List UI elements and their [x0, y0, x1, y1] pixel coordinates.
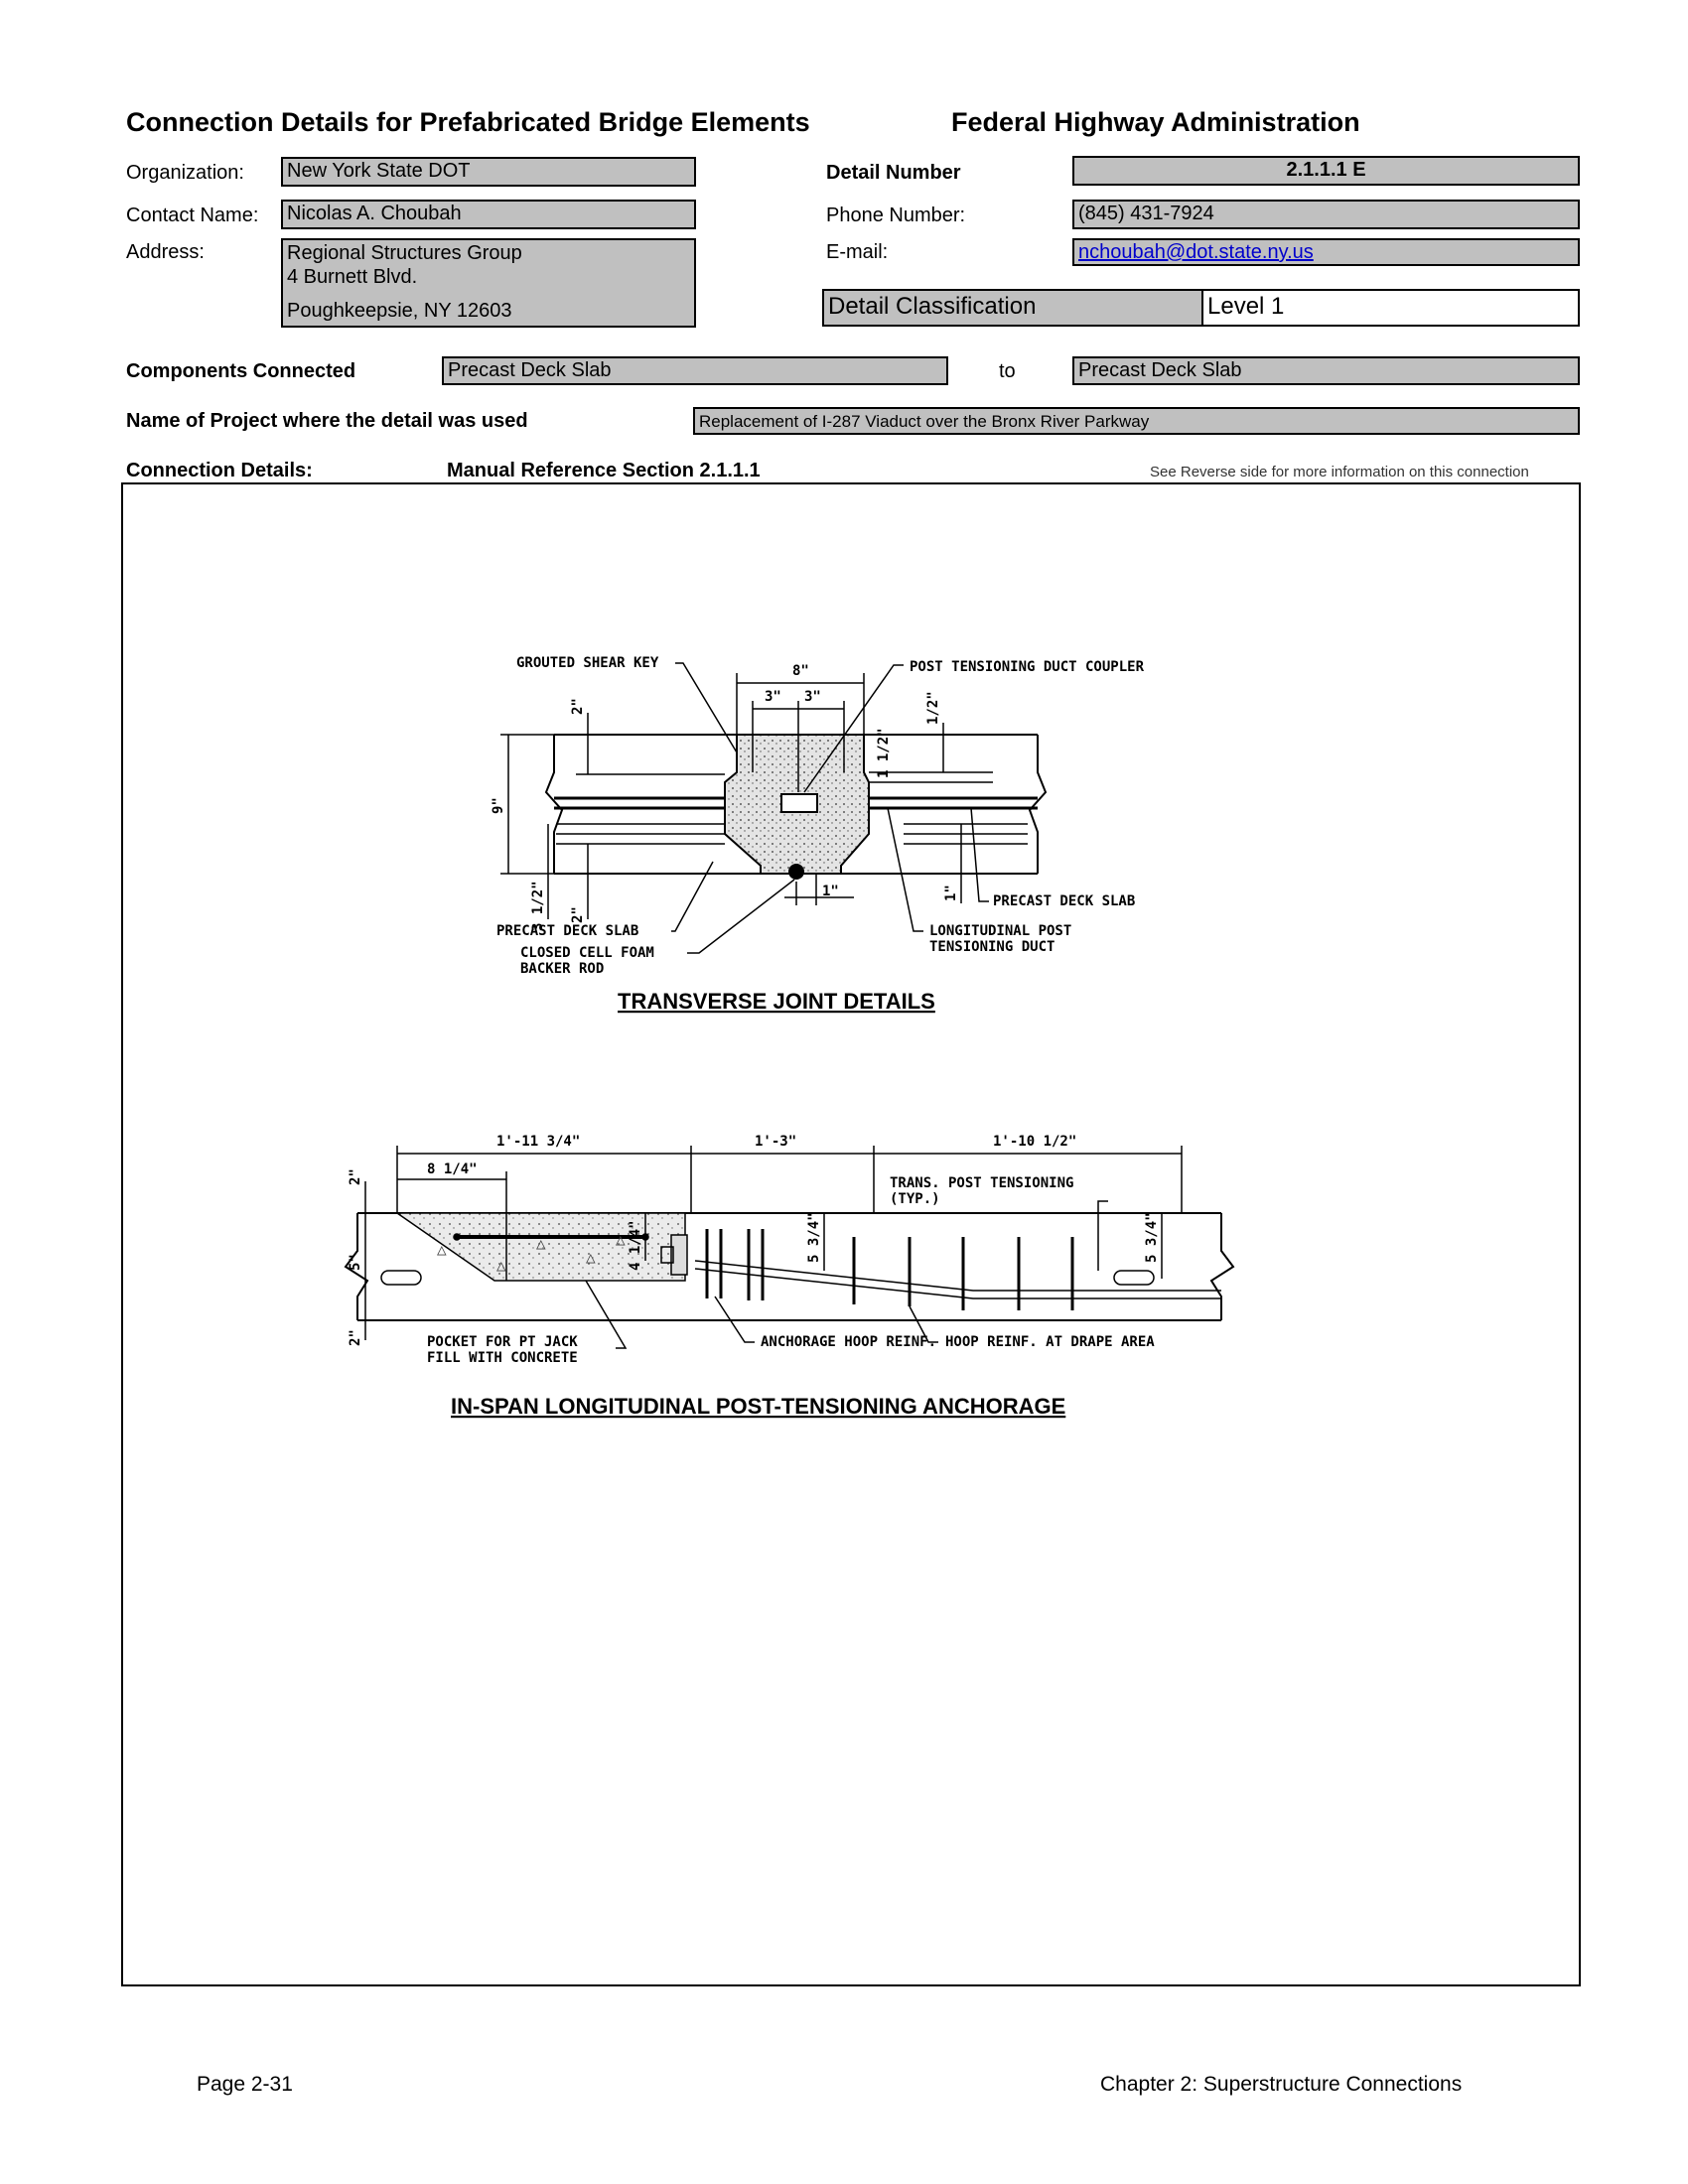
email-link[interactable]: nchoubah@dot.state.ny.us — [1078, 241, 1314, 263]
contact-label: Contact Name: — [126, 205, 259, 226]
organization-field: New York State DOT — [281, 157, 696, 187]
phone-label: Phone Number: — [826, 205, 966, 226]
svg-text:△: △ — [536, 1234, 546, 1253]
foam-label-line1: CLOSED CELL FOAM — [520, 945, 654, 961]
chapter-name: Chapter 2: Superstructure Connections — [1100, 2073, 1463, 2096]
address-line: 4 Burnett Blvd. — [287, 266, 418, 288]
email-field — [1072, 238, 1580, 266]
email-label: E-mail: — [826, 241, 889, 263]
precast-slab-right-label: PRECAST DECK SLAB — [993, 893, 1136, 909]
components-label: Components Connected — [126, 360, 356, 382]
svg-text:△: △ — [616, 1230, 626, 1249]
dim-4-1-4: 4 1/4" — [628, 1220, 643, 1271]
dim-1-11-3-4: 1'-11 3/4" — [496, 1134, 581, 1150]
connection-details-label: Connection Details: — [126, 460, 313, 481]
address-line: Poughkeepsie, NY 12603 — [287, 300, 512, 322]
inspan-anchorage-title: IN-SPAN LONGITUDINAL POST-TENSIONING ANCHORAGE — [451, 1394, 1066, 1419]
dim-2-top: 2" — [348, 1168, 363, 1185]
address-label: Address: — [126, 241, 205, 263]
dim-5-3-4-b: 5 3/4" — [1144, 1212, 1160, 1263]
anchorage-hoop-label: ANCHORAGE HOOP REINF. — [761, 1334, 937, 1350]
component-from-field: Precast Deck Slab — [442, 356, 948, 385]
dim-5: 5" — [348, 1254, 363, 1271]
precast-slab-left-label: PRECAST DECK SLAB — [496, 923, 639, 939]
duct-label-line1: LONGITUDINAL POST — [929, 923, 1072, 939]
grouted-shear-key-label: GROUTED SHEAR KEY — [516, 655, 659, 671]
hoop-drape-label: HOOP REINF. AT DRAPE AREA — [945, 1334, 1155, 1350]
dim-8-1-4: 8 1/4" — [427, 1161, 478, 1177]
dim-9: 9" — [491, 797, 506, 814]
foam-label-line2: BACKER ROD — [520, 961, 605, 977]
dim-2-bot: 2" — [348, 1329, 363, 1346]
svg-text:△: △ — [496, 1256, 506, 1275]
page-number: Page 2-31 — [197, 2073, 293, 2096]
address-field — [281, 238, 696, 328]
dim-half: 1/2" — [925, 691, 941, 725]
pt-duct-coupler-label: POST TENSIONING DUCT COUPLER — [910, 659, 1145, 675]
dim-2-top: 2" — [570, 698, 586, 715]
address-line: Regional Structures Group — [287, 242, 522, 264]
pocket-label-line1: POCKET FOR PT JACK — [427, 1334, 578, 1350]
classification-label: Detail Classification — [824, 291, 1203, 325]
dim-2-bot: 2" — [570, 906, 586, 923]
dim-1-10-1-2: 1'-10 1/2" — [993, 1134, 1077, 1150]
agency-title: Federal Highway Administration — [951, 107, 1360, 137]
reverse-note: See Reverse side for more information on this connection — [1150, 464, 1529, 480]
classification-value: Level 1 — [1203, 291, 1578, 325]
transverse-joint-drawing — [477, 643, 1231, 1032]
transverse-joint-title: TRANSVERSE JOINT DETAILS — [618, 989, 935, 1014]
trans-pt-label-line2: (TYP.) — [890, 1191, 940, 1207]
trans-pt-label-line1: TRANS. POST TENSIONING — [890, 1175, 1074, 1191]
dim-1half: 1 1/2" — [876, 728, 892, 778]
dim-3a: 3" — [765, 689, 781, 705]
inspan-anchorage-drawing — [338, 1122, 1261, 1428]
duct-label-line2: TENSIONING DUCT — [929, 939, 1055, 955]
manual-reference: Manual Reference Section 2.1.1.1 — [447, 460, 761, 481]
dim-1-3: 1'-3" — [755, 1134, 797, 1150]
detail-classification — [822, 289, 1580, 327]
dim-1-bot: 1" — [822, 884, 839, 899]
pocket-label-line2: FILL WITH CONCRETE — [427, 1350, 578, 1366]
svg-text:△: △ — [437, 1240, 447, 1259]
detail-number-field: 2.1.1.1 E — [1072, 156, 1580, 186]
project-field: Replacement of I-287 Viaduct over the Bronx River Parkway — [693, 407, 1580, 435]
document-title: Connection Details for Prefabricated Bridge Elements — [126, 107, 810, 137]
contact-field: Nicolas A. Choubah — [281, 200, 696, 229]
component-to-field: Precast Deck Slab — [1072, 356, 1580, 385]
dim-3half: 3 1/2" — [530, 881, 546, 931]
dim-3b: 3" — [804, 689, 821, 705]
svg-text:△: △ — [586, 1248, 596, 1267]
dim-5-3-4-a: 5 3/4" — [806, 1212, 822, 1263]
organization-label: Organization: — [126, 162, 244, 184]
to-label: to — [999, 360, 1016, 382]
project-label: Name of Project where the detail was used — [126, 410, 528, 432]
dim-8: 8" — [792, 663, 809, 679]
phone-field: (845) 431-7924 — [1072, 200, 1580, 229]
dim-1-right: 1" — [943, 885, 959, 901]
detail-number-label: Detail Number — [826, 162, 961, 184]
